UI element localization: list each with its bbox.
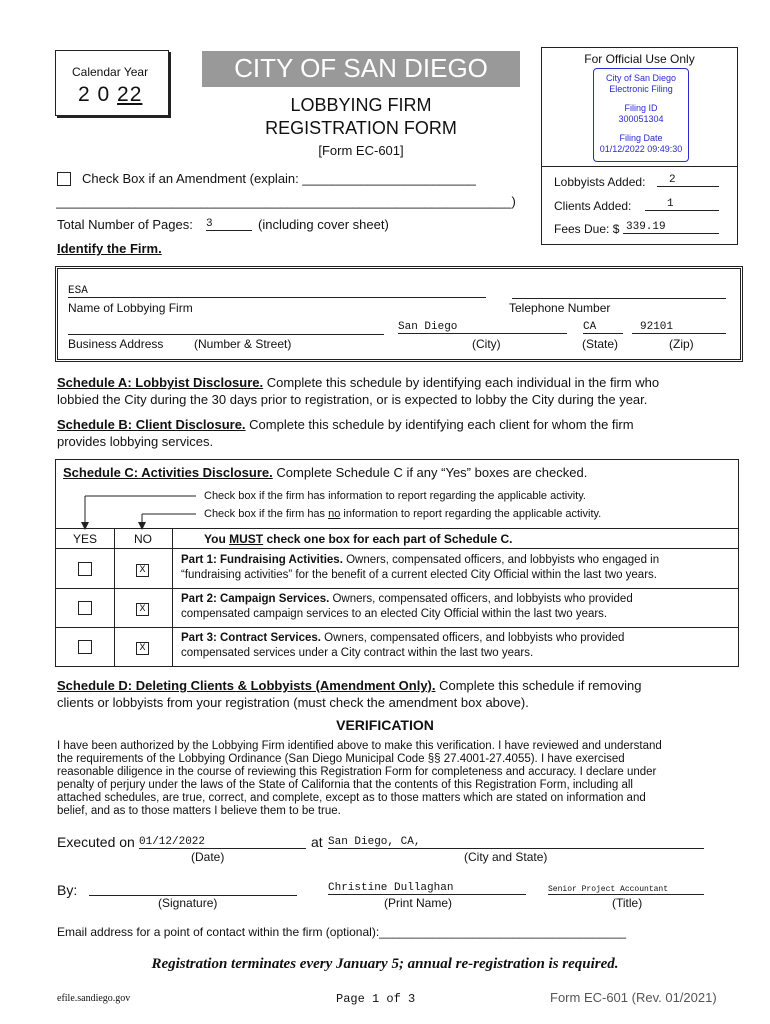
must-note bbox=[204, 532, 513, 546]
schedule-d-text2: clients or lobbyists from your registration (must check the amendment box above). bbox=[57, 695, 529, 710]
schedule-d-text1: Complete this schedule if removing bbox=[435, 678, 642, 693]
part3-no-checkbox[interactable]: X bbox=[136, 642, 149, 655]
by-label: By: bbox=[57, 882, 78, 898]
form-code: [Form EC-601] bbox=[318, 143, 404, 158]
part2-yes-checkbox[interactable] bbox=[78, 601, 92, 615]
part1-text2: “fundraising activities” for the benefit of a current elected City Official within the last two years. bbox=[181, 569, 657, 581]
part3-description bbox=[181, 631, 624, 661]
schedule-b bbox=[57, 416, 737, 450]
year-suffix: 22 bbox=[117, 83, 143, 106]
part2-text2: compensated campaign services to an elected City Official within the last two years. bbox=[181, 608, 608, 620]
no-header: NO bbox=[134, 532, 152, 546]
part1-text1: Owners, compensated officers, and lobbyists who engaged in bbox=[342, 554, 660, 566]
title-field[interactable]: Senior Project Accountant bbox=[548, 885, 704, 895]
no-note-post: information to report regarding the applicable activity. bbox=[340, 508, 602, 520]
schedule-a-title: Schedule A: Lobbyist Disclosure. bbox=[57, 375, 264, 390]
stamp-line1: City of San Diego bbox=[605, 73, 677, 83]
total-pages-value[interactable]: 3 bbox=[206, 218, 252, 231]
zip-field[interactable]: 92101 bbox=[632, 321, 726, 334]
signature-field[interactable] bbox=[89, 882, 297, 896]
clients-added-label: Clients Added: bbox=[554, 199, 632, 213]
year-prefix: 2 0 bbox=[78, 83, 111, 106]
executed-on-label: Executed on bbox=[57, 834, 135, 850]
executed-date-field[interactable]: 01/12/2022 bbox=[139, 836, 306, 849]
zip-label: (Zip) bbox=[669, 337, 694, 351]
street-field[interactable] bbox=[68, 321, 384, 335]
signature-label: (Signature) bbox=[158, 896, 218, 910]
state-label: (State) bbox=[582, 337, 619, 351]
footer-site: efile.sandiego.gov bbox=[57, 993, 131, 1004]
city-field[interactable]: San Diego bbox=[398, 321, 567, 334]
amendment-explain-line[interactable]: _______________________________________________________________) bbox=[56, 194, 516, 209]
col-divider-1 bbox=[114, 529, 115, 667]
verification-line-6: belief, and as to those matters I believe them to be true. bbox=[57, 805, 341, 817]
print-name-label: (Print Name) bbox=[384, 896, 453, 910]
part2-title: Part 2: Campaign Services. bbox=[181, 593, 330, 605]
part1-description bbox=[181, 553, 659, 583]
city-state-label: (City and State) bbox=[464, 850, 548, 864]
calendar-year-box bbox=[55, 50, 169, 116]
state-field[interactable]: CA bbox=[583, 321, 623, 334]
row-divider-1 bbox=[56, 588, 738, 589]
registration-notice: Registration terminates every January 5; annual re-registration is required. bbox=[151, 956, 619, 972]
part3-text1: Owners, compensated officers, and lobbyists who provided bbox=[320, 632, 625, 644]
row-divider-2 bbox=[56, 627, 738, 628]
schedule-c-arrows bbox=[56, 488, 216, 532]
schedule-b-text2: provides lobbying services. bbox=[57, 434, 214, 449]
part2-description bbox=[181, 592, 633, 622]
lobbyists-added-value: 2 bbox=[657, 174, 719, 187]
lobbyists-added-label: Lobbyists Added: bbox=[554, 175, 646, 189]
schedule-b-title: Schedule B: Client Disclosure. bbox=[57, 417, 246, 432]
part1-no-checkbox[interactable]: X bbox=[136, 564, 149, 577]
schedule-b-text1: Complete this schedule by identifying each client for whom the firm bbox=[245, 417, 634, 432]
schedule-a bbox=[57, 374, 737, 408]
city-title: CITY OF SAN DIEGO bbox=[234, 53, 488, 83]
must-post: check one box for each part of Schedule C. bbox=[263, 532, 513, 546]
total-pages-suffix: (including cover sheet) bbox=[258, 217, 389, 232]
official-use-divider bbox=[542, 166, 737, 167]
part3-title: Part 3: Contract Services. bbox=[181, 632, 321, 644]
firm-name-label: Name of Lobbying Firm bbox=[68, 301, 193, 315]
verification-line-3: reasonable diligence in the course of reviewing this Registration Form for completeness and accuracy. I declare under bbox=[57, 766, 657, 778]
form-title-line2: REGISTRATION FORM bbox=[265, 118, 457, 138]
identify-heading: Identify the Firm. bbox=[57, 241, 162, 256]
clients-added-value: 1 bbox=[645, 198, 719, 211]
amendment-checkbox[interactable] bbox=[57, 172, 71, 186]
filing-id-label: Filing ID bbox=[624, 103, 658, 113]
at-label: at bbox=[311, 834, 323, 850]
no-note-no: no bbox=[328, 508, 341, 520]
row-divider-0 bbox=[56, 548, 738, 549]
number-street-label: (Number & Street) bbox=[194, 337, 292, 351]
must-word: MUST bbox=[229, 532, 264, 546]
form-revision: Form EC-601 (Rev. 01/2021) bbox=[550, 990, 717, 1005]
filing-id: 300051304 bbox=[618, 114, 664, 124]
schedule-d bbox=[57, 677, 737, 711]
verification-line-5: attached schedules, are true, correct, and complete, except as to those matters which are stated on information and bbox=[57, 792, 646, 804]
no-note bbox=[204, 508, 601, 520]
print-name-field[interactable]: Christine Dullaghan bbox=[328, 882, 526, 895]
schedule-c-title: Schedule C: Activities Disclosure. bbox=[63, 465, 273, 480]
stamp-line2: Electronic Filing bbox=[609, 84, 673, 94]
part1-title: Part 1: Fundraising Activities. bbox=[181, 554, 343, 566]
schedule-d-title: Schedule D: Deleting Clients & Lobbyists (Amendment Only). bbox=[57, 678, 436, 693]
telephone-field[interactable] bbox=[512, 285, 726, 299]
fees-due-label: Fees Due: $ bbox=[554, 222, 620, 236]
email-label[interactable]: Email address for a point of contact within the firm (optional):_____________________________________ bbox=[57, 925, 627, 939]
verification-text bbox=[57, 740, 747, 818]
verification-line-4: penalty of perjury under the laws of the State of California that the contents of this Registration Form, including all bbox=[57, 779, 633, 791]
part2-text1: Owners, compensated officers, and lobbyists who provided bbox=[329, 593, 633, 605]
calendar-year-label: Calendar Year bbox=[72, 65, 149, 79]
verification-line-2: the requirements of the Lobbying Ordinance (San Diego Municipal Code §§ 27.4001-27.4055). I have exercised bbox=[57, 753, 625, 765]
business-address-label: Business Address bbox=[68, 337, 164, 351]
firm-name-field[interactable]: ESA bbox=[68, 285, 486, 298]
yes-header: YES bbox=[72, 532, 97, 546]
verification-heading: VERIFICATION bbox=[336, 717, 434, 733]
form-title-line1: LOBBYING FIRM bbox=[290, 95, 432, 115]
title-label: (Title) bbox=[612, 896, 643, 910]
no-note-pre: Check box if the firm has bbox=[204, 508, 329, 520]
part2-no-checkbox[interactable]: X bbox=[136, 603, 149, 616]
schedule-a-text2: lobbied the City during the 30 days prior to registration, or is expected to lobby the City during the year. bbox=[57, 392, 648, 407]
verification-line-1: I have been authorized by the Lobbying Firm identified above to make this verification. I have reviewed and understand bbox=[57, 740, 662, 752]
total-pages-label: Total Number of Pages: bbox=[57, 217, 193, 232]
executed-place-field[interactable]: San Diego, CA, bbox=[328, 836, 704, 849]
date-label: (Date) bbox=[191, 850, 225, 864]
schedule-a-text1: Complete this schedule by identifying each individual in the firm who bbox=[263, 375, 660, 390]
schedule-c-table bbox=[56, 528, 738, 667]
firm-info-box bbox=[55, 266, 743, 362]
city-label: (City) bbox=[472, 337, 501, 351]
col-divider-2 bbox=[172, 529, 173, 667]
part1-yes-checkbox[interactable] bbox=[78, 562, 92, 576]
calendar-year-value bbox=[78, 83, 142, 107]
official-use-title: For Official Use Only bbox=[584, 52, 695, 66]
yes-note: Check box if the firm has information to report regarding the applicable activity. bbox=[204, 490, 586, 502]
must-pre: You bbox=[204, 532, 230, 546]
official-use-box bbox=[541, 47, 738, 245]
schedule-c-heading bbox=[63, 465, 587, 480]
filing-date: 01/12/2022 09:49:30 bbox=[599, 144, 683, 154]
fees-due-value: 339.19 bbox=[623, 221, 719, 234]
amendment-label: Check Box if an Amendment (explain: ________________________ bbox=[82, 171, 476, 186]
part3-text2: compensated services under a City contract within the last two years. bbox=[181, 647, 534, 659]
schedule-c-box bbox=[55, 459, 739, 667]
schedule-c-text: Complete Schedule C if any “Yes” boxes are checked. bbox=[272, 465, 588, 480]
part3-yes-checkbox[interactable] bbox=[78, 640, 92, 654]
electronic-filing-stamp bbox=[593, 68, 689, 162]
telephone-label: Telephone Number bbox=[509, 301, 611, 315]
filing-date-label: Filing Date bbox=[619, 133, 663, 143]
page-number: Page 1 of 3 bbox=[336, 992, 416, 1006]
